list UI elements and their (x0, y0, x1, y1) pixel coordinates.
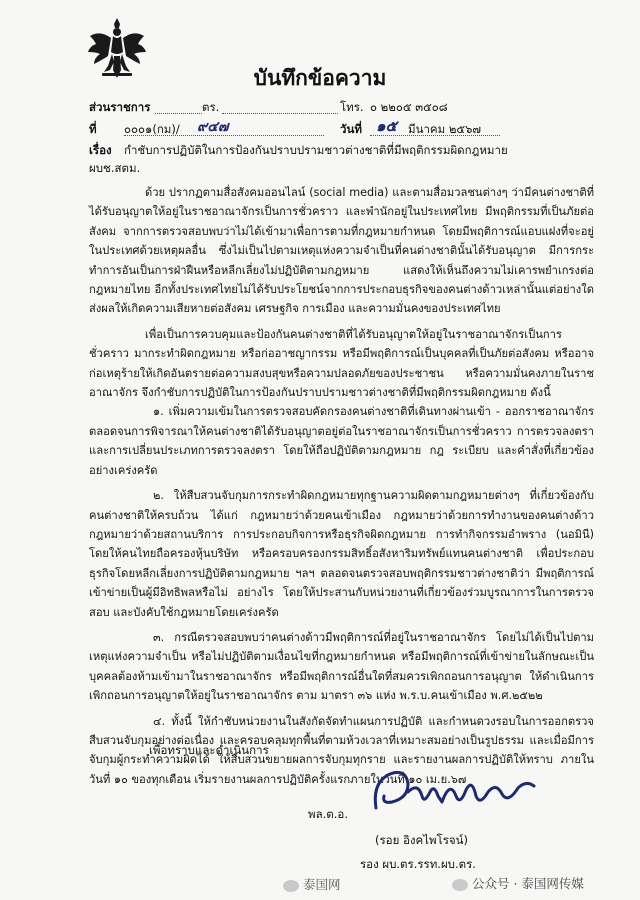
watermark-left-text: 泰国网 (303, 877, 341, 892)
agency-label: ส่วนราชการ (89, 100, 151, 114)
ref-handwritten-number: ๙๔๗ (197, 119, 229, 135)
document-title: บันทึกข้อความ (253, 66, 387, 90)
wechat-icon (452, 879, 468, 891)
recipient: ผบช.สตม. (89, 161, 141, 175)
paragraph-purpose: เพื่อเป็นการควบคุมและป้องกันคนต่างชาติที่ได้รับอนุญาตให้อยู่ในราชอาณาจักรเป็นการชั่วคราว มากระทำผิดกฎหมาย หรือก่ออาชญากรรม หรือมีพฤติการณ์เป็นบุคคลที่เป็นภัยต่อสังคม หรืออาจก่อเหตุร้ายให้เกิดอันตรายต่อความสงบสุขหรือความปลอดภัยของประชาชน หรือความมั่นคงภายในราชอาณาจักร จึงกำชับการปฏิบัติในการป้องกันปราบปรามชาวต่างชาติที่มีพฤติกรรมผิดกฎหมาย ดังนี้ (89, 327, 594, 400)
subject-label: เรื่อง (89, 143, 112, 157)
paragraph-item-2: ๒. ให้สืบสวนจับกุมการกระทำผิดกฎหมายทุกฐานความผิดตามกฎหมายต่างๆ ที่เกี่ยวข้องกับคนต่างชาติให้ครบถ้วน ได้แก่ กฎหมายว่าด้วยคนเข้าเมือง กฎหมายว่าด้วยการทำงานของคนต่างด้าว กฎหมายว่าด้วยสถานบริการ การประกอบกิจการหรือธุรกิจผิดกฎหมาย การทำกิจกรรมอำพราง (นอมินี) โดยให้คนไทยถือครองหุ้นบริษัท หรือครอบครองกรรมสิทธิ์อสังหาริมทรัพย์แทนคนต่างชาติ เพื่อประกอบธุรกิจโดยหลีกเลี่ยงการปฏิบัติตามกฎหมาย ฯลฯ ตลอดจนตรวจสอบพฤติกรรมชาวต่างชาติว่า มีพฤติการณ์เข้าข่ายเป็นผู้มีอิทธิพลหรือไม่ อย่างไร โดยให้ประสานกับหน่วยงานที่เกี่ยวข้องร่วมบูรณาการในการตรวจสอบ และบังคับใช้กฎหมายโดยเคร่งครัด (89, 489, 594, 619)
date-month-year: มีนาคม ๒๕๖๗ (408, 122, 482, 136)
signer-position: รอง ผบ.ตร.รรท.ผบ.ตร. (360, 857, 476, 871)
weibo-icon (283, 880, 299, 892)
signer-rank: พล.ต.อ. (308, 807, 348, 821)
dotted-line (124, 135, 324, 136)
dotted-line (155, 113, 202, 114)
handwritten-signature (368, 762, 538, 824)
memo-body (89, 183, 594, 789)
dotted-line (370, 135, 500, 136)
paragraph-item-4: ๔. ทั้งนี้ ให้กำชับหน่วยงานในสังกัดจัดทำแผนการปฏิบัติ และกำหนดวงรอบในการออกตรวจสืบสวนจับกุมอย่างต่อเนื่อง และครอบคลุมทุกพื้นที่ตามห้วงเวลาที่เหมาะสมอย่างเป็นรูปธรรม และเมื่อมีการจับกุมผู้กระทำความผิดได้ ให้สืบสวนขยายผลการจับกุมทุกราย และรายงานผลการปฏิบัติให้ทราบ ภายในวันที่ ๑๐ ของทุกเดือน เริ่มรายงานผลการปฏิบัติครั้งแรกภายในวันที่ ๑๐ เม.ย.๖๗ (89, 714, 594, 786)
subject-value: กำชับการปฏิบัติในการป้องกันปราบปรามชาวต่างชาติที่มีพฤติกรรมผิดกฎหมาย (124, 143, 508, 157)
agency-value: ตร. (202, 100, 220, 114)
paragraph-item-1: ๑. เพิ่มความเข้มในการตรวจสอบคัดกรองคนต่างชาติที่เดินทางผ่านเข้า - ออกราชอาณาจักร ตลอดจนการพิจารณาให้คนต่างชาติได้รับอนุญาตอยู่ต่อในราชอาณาจักรเป็นการชั่วคราว การตรวจลงตราและการเปลี่ยนประเภทการตรวจลงตรา โดยให้ถือปฏิบัติตามกฎหมาย กฎ ระเบียบ และคำสั่งที่เกี่ยวข้องอย่างเคร่งครัด (89, 405, 594, 477)
date-label: วันที่ (340, 122, 362, 136)
dotted-line (222, 113, 338, 114)
closing-line: เพื่อทราบและดำเนินการ (149, 743, 269, 757)
phone-label: โทร. (340, 100, 364, 114)
phone-value: ๐ ๒๒๐๕ ๓๕๐๘ (370, 100, 448, 114)
watermark-right-text: 公众号 · 泰国网传媒 (472, 876, 584, 891)
watermark-right (452, 874, 584, 892)
watermark-left (283, 875, 341, 893)
signer-name: (รอย อิงคไพโรจน์) (375, 833, 468, 847)
date-handwritten-day: ๑๕ (376, 117, 397, 135)
paragraph-background: ด้วย ปรากฏตามสื่อสังคมออนไลน์ (social media) และตามสื่อมวลชนต่างๆ ว่ามีคนต่างชาติที่ได้รับอนุญาตให้อยู่ในราชอาณาจักรเป็นการชั่วคราว และพำนักอยู่ในประเทศไทย มีพฤติกรรมที่เป็นภัยต่อสังคม จากการตรวจสอบพบว่าไม่ได้เข้ามาเพื่อการตามที่กฎหมายกำหนด โดยมีพฤติการณ์แอบแฝงที่จะอยู่ในประเทศด้วยเหตุผลอื่น ซึ่งไม่เป็นไปตามเหตุแห่งความจำเป็นที่คนต่างชาตินั้นได้รับอนุญาต มีการกระทำการอันเป็นการฝ่าฝืนหรือหลีกเลี่ยงไม่ปฏิบัติตามกฎหมาย แสดงให้เห็นถึงความไม่เคารพยำเกรงต่อกฎหมายไทย อีกทั้งประเทศไทยไม่ได้รับประโยชน์จากการประกอบธุรกิจของคนต่างด้าวเหล่านั้นแต่อย่างใด ส่งผลให้เกิดความเสียหายต่อสังคม เศรษฐกิจ การเมือง และความมั่นคงของประเทศไทย (89, 186, 594, 316)
ref-label: ที่ (89, 122, 97, 136)
ref-number: ๐๐๐๑(กม)/ (124, 122, 180, 136)
paragraph-item-3: ๓. กรณีตรวจสอบพบว่าคนต่างด้าวมีพฤติการณ์ที่อยู่ในราชอาณาจักร โดยไม่ได้เป็นไปตามเหตุแห่งความจำเป็น หรือไม่ปฏิบัติตามเงื่อนไขที่กฎหมายกำหนด หรือมีพฤติการณ์ที่เข้าข่ายในลักษณะเป็นบุคคลต้องห้ามเข้ามาในราชอาณาจักร หรือมีพฤติการณ์อื่นใดที่สมควรเพิกถอนการอนุญาต ให้ดำเนินการเพิกถอนการอนุญาตให้อยู่ในราชอาณาจักร ตาม มาตรา ๓๖ แห่ง พ.ร.บ.คนเข้าเมือง พ.ศ.๒๕๒๒ (89, 630, 594, 703)
